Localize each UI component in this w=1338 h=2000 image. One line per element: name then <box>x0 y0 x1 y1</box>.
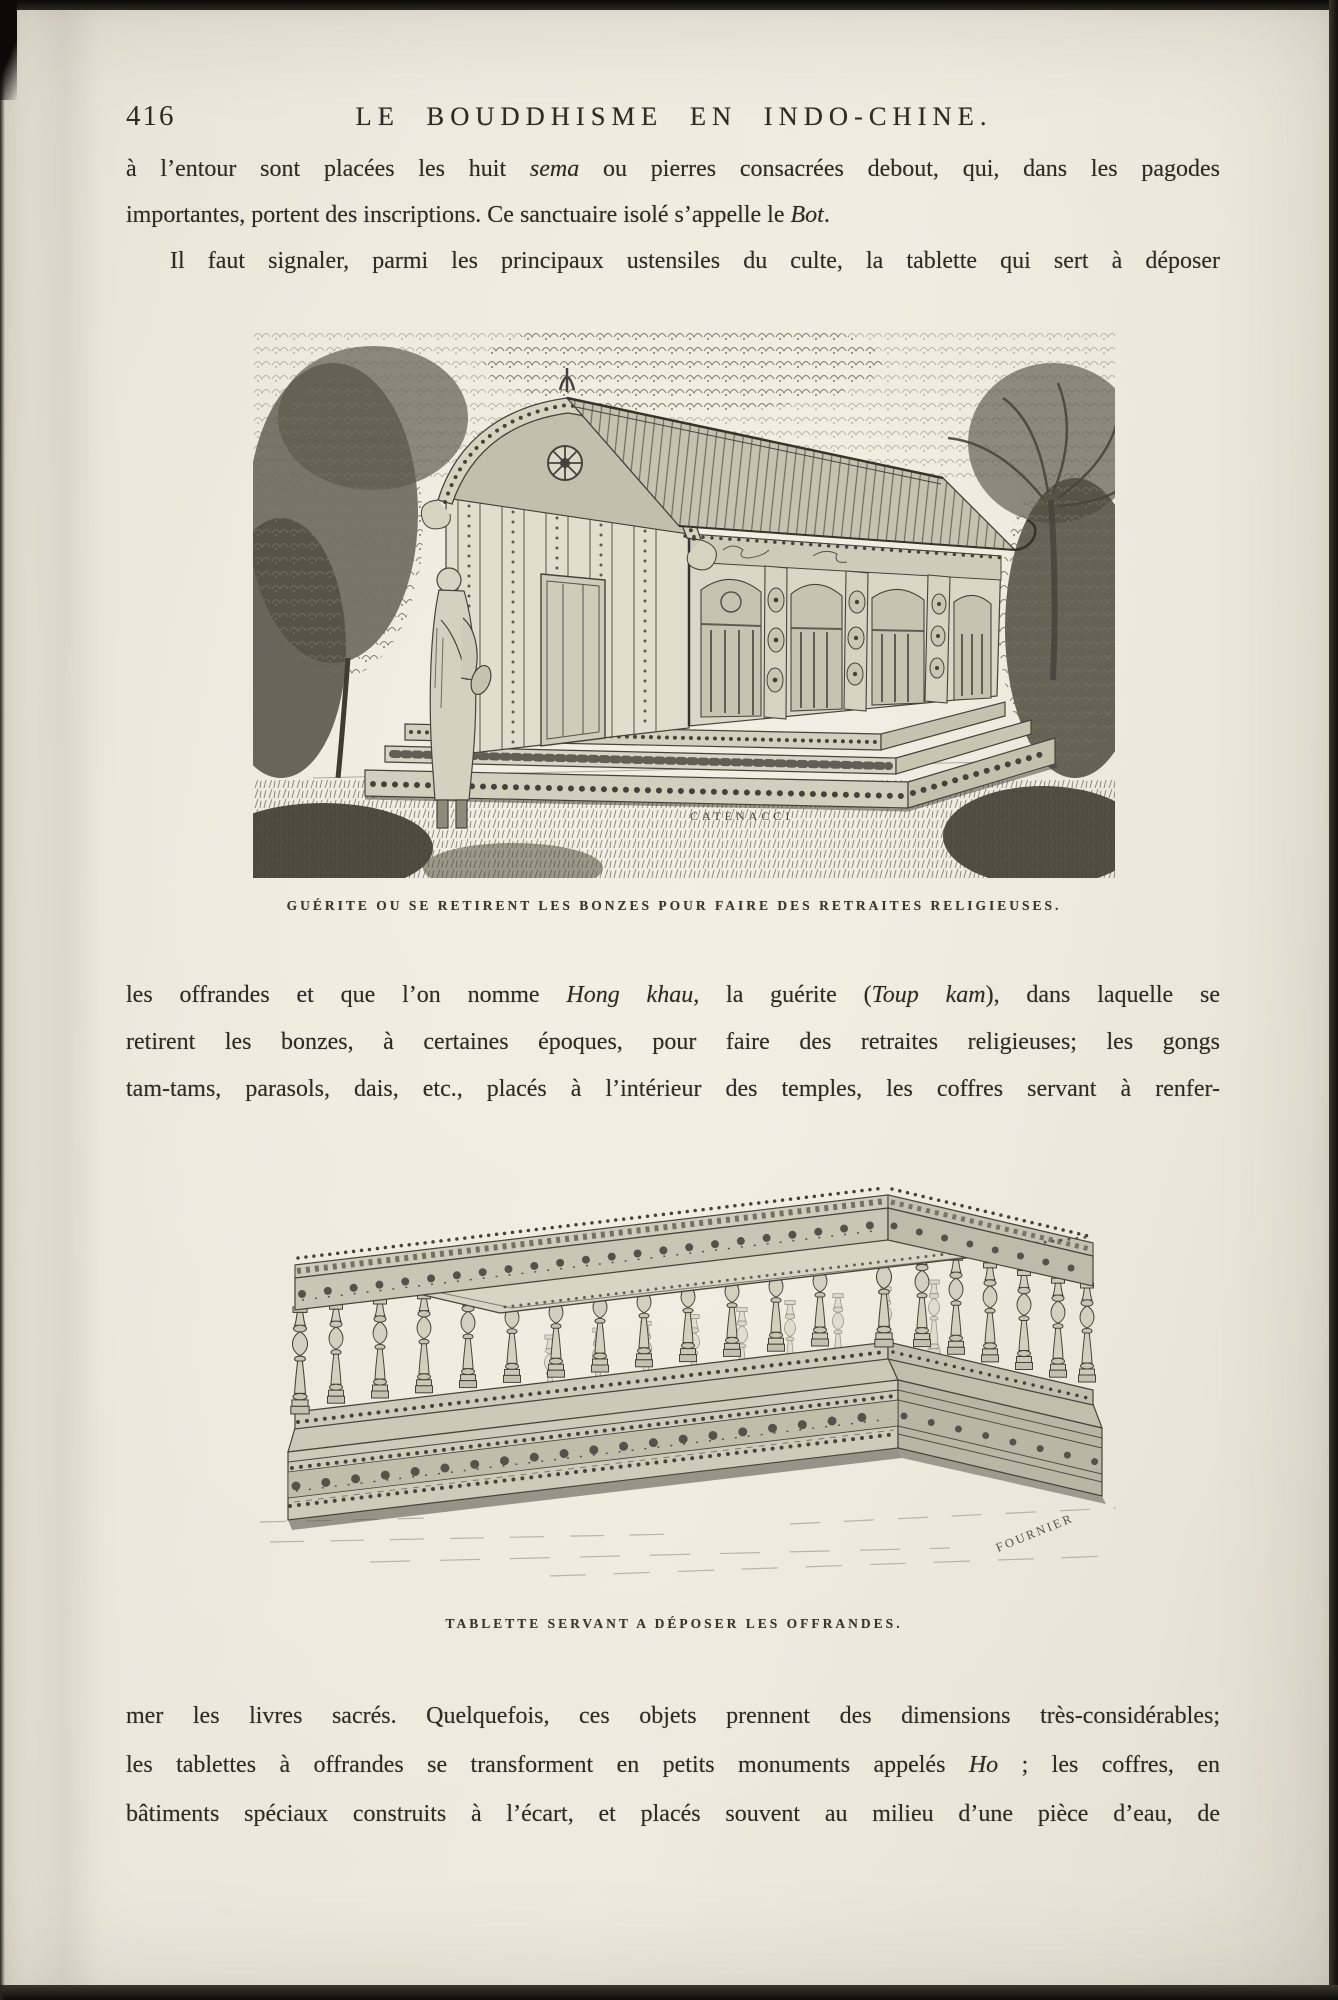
text-line: bâtiments spéciaux construits à l’écart, et placés souvent au milieu d’une pièce d’eau, de <box>126 1801 1220 1827</box>
scan-corner-top-left <box>0 0 17 100</box>
text-line: à l’entour sont placées les huit sema ou pierres consacrées debout, qui, dans les pagodes <box>126 156 1220 182</box>
text-line: Il faut signaler, parmi les principaux ustensiles du culte, la tablette qui sert à déposer <box>170 248 1220 274</box>
figure-caption-guerite: GUÉRITE OU SE RETIRENT LES BONZES POUR FAIRE DES RETRAITES RELIGIEUSES. <box>286 898 1062 913</box>
scan-edge-left <box>0 0 5 2000</box>
text-line: importantes, portent des inscriptions. Ce sanctuaire isolé s’appelle le Bot. <box>126 202 830 228</box>
shrine-side-face <box>689 534 1001 726</box>
paragraph <box>126 1692 1220 1839</box>
page-number: 416 <box>126 100 176 132</box>
text-line: retirent les bonzes, à certaines époques, pour faire des retraites religieuses; les gongs <box>126 1029 1220 1055</box>
scan-edge-bottom <box>0 1985 1338 2000</box>
text-line: mer les livres sacrés. Quelquefois, ces objets prennent des dimensions très-considérables; <box>126 1703 1220 1729</box>
running-header: LE BOUDDHISME EN INDO-CHINE. <box>355 101 993 131</box>
figure-guerite <box>253 328 1115 878</box>
paragraph <box>126 146 1220 284</box>
engraving-guerite-illustration <box>253 328 1115 878</box>
engraver-signature-tablette: FOURNIER <box>993 1510 1076 1555</box>
paper-shade <box>30 0 100 2000</box>
scan-edge-top <box>0 0 1338 10</box>
shrine-front-face <box>446 498 689 756</box>
figure-tablette <box>250 1150 1120 1582</box>
text-line: les offrandes et que l’on nomme Hong khau, la guérite (Toup kam), dans laquelle se <box>126 982 1220 1008</box>
engraver-signature-guerite: CATENACCI <box>690 809 794 823</box>
text-line: tam-tams, parasols, dais, etc., placés à l’intérieur des temples, les coffres servant à renfer- <box>126 1076 1220 1102</box>
figure-caption-tablette: TABLETTE SERVANT A DÉPOSER LES OFFRANDES. <box>445 1616 903 1631</box>
engraving-tablette-illustration <box>250 1150 1120 1582</box>
text-line: les tablettes à offrandes se transforment en petits monuments appelés Ho ; les coffres, en <box>126 1752 1220 1778</box>
scan-edge-right <box>1329 0 1338 2000</box>
paragraph <box>126 972 1220 1113</box>
